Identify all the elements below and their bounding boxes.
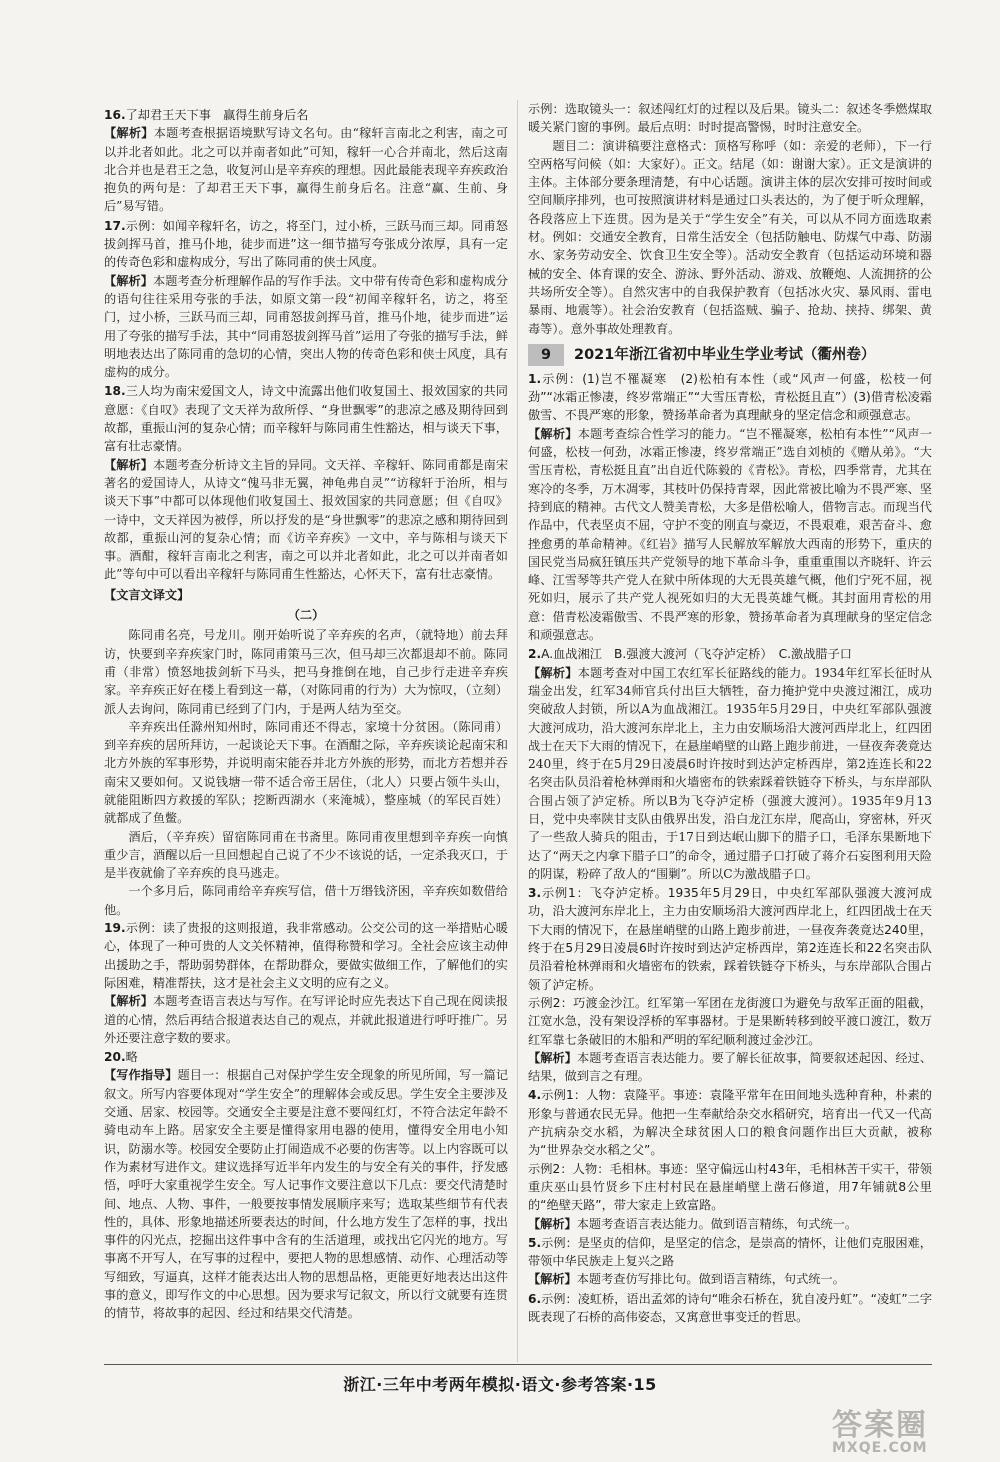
answer-text: 了却君王天下事 赢得生前身后名 (125, 108, 309, 122)
answer-text: 示例：如闻辛稼轩名，访之，将至门，过小桥，三跃马而三却。同甫怒拔剑挥马首，推马仆地，徒步而进”这一细节描写夸张成分浓厚，具有一定的传奇色彩和虚构成分，写出了陈同甫的侠士风度。 (104, 218, 508, 270)
analysis-tag: 【解析】 (104, 457, 153, 472)
analysis-text: 本题考查语言表达能力。做到语言精练，句式统一。 (576, 1216, 858, 1231)
translation-paragraph: 酒后，（辛弃疾）留宿陈同甫在书斋里。陈同甫夜里想到辛弃疾一向慎重少言，酒醒以后一旦回想起自己说了不少不该说的话，一定杀我灭口，于是半夜就偷了辛弃疾的良马逃走。 (104, 829, 508, 881)
column-divider (517, 100, 518, 1362)
question-number: 5. (528, 1235, 542, 1250)
answer-3 (528, 884, 932, 1085)
left-column (104, 106, 508, 1324)
analysis-text: 本题考查语言表达能力。要了解长征故事，简要叙述起因、经过、结果，做到言之有理。 (528, 1050, 933, 1084)
question-number: 3. (528, 886, 542, 901)
analysis-text: 本题考查分析理解作品的写作手法。文中带有传奇色彩和虚构成分的语句往往采用夸张的手法，如原文第一段“初闻辛稼轩名，访之，将至门，过小桥，三跃马而三却，同甫怒拔剑挥马首，推马仆地，徒步而进”运用了夸张的描写手法，其中“同甫怒拔剑挥马首”运用了夸张的描写手法，鲜明地表达出了陈同甫的急切的心情，突出人物的传奇色彩和侠士风度，具有虚构的成分。 (104, 273, 509, 380)
writing-guide-tag: 【写作指导】 (104, 1068, 178, 1083)
question-19 (104, 919, 508, 1047)
analysis-tag: 【解析】 (104, 273, 153, 288)
answer-2 (528, 645, 932, 883)
footer-rule (104, 1364, 932, 1365)
answer-6 (528, 1290, 932, 1327)
question-18 (104, 382, 508, 583)
answer-text: 示例：(1)岂不罹凝寒 (2)松柏有本性（或“风声一何盛，松枝一何劲”“冰霜正惨凄，终岁常端正”“大雪压青松，青松挺且直”）(3)借青松凌霜傲雪、不畏严寒的形象，赞扬革命者为真理献身的坚定信念和顽强意志。 (528, 371, 932, 423)
translation-paragraph: 辛弃疾出任滁州知州时，陈同甫还不得志，家境十分贫困。（陈同甫）到辛弃疾的居所拜访，一起谈论天下事。在酒酣之际，辛弃疾谈论起南宋和北方外族的军事形势，并说明南宋能吞并北方外族的形势，而北方若想并吞南宋又要如何。又说钱塘一带不适合帝王居住，（北人）只要占领牛头山，就能阻断四方救援的军队；挖断西湖水（来淹城），整座城（的军民百姓）就都成了鱼鳖。 (104, 719, 508, 826)
analysis-tag: 【解析】 (104, 994, 153, 1009)
translation-paragraph: 一个多月后，陈同甫给辛弃疾写信，借十万缗钱济困，辛弃疾如数借给他。 (104, 884, 508, 917)
analysis-text: 本题考查根据语境默写诗文名句。由“稼轩言南北之利害，南之可以并北者如此。北之可以并南者如此”可知，稼轩一心合并南北，然后这南北合并也是君王之急，收复河山是辛弃疾的理想。因此最能表现辛弃疾政治抱负的两句是：了却君王天下事，赢得生前身后名。注意“赢、生前、身后”易写错。 (104, 126, 509, 214)
answer-text: 示例2：巧渡金沙江。红军第一军团在龙街渡口为避免与敌军正面的阻截，江宽水急，没有架设浮桥的军事器材。于是果断转移到皎平渡口渡江，数万红军靠七条破旧的木船和严明的军纪顺利渡过金沙江。 (528, 995, 932, 1047)
analysis-text: 本题考查语言表达与写作。在写评论时应先表达下自己现在阅读报道的心情，然后再结合报道表达自己的观点，并就此报道进行呼吁推广。另外还要注意字数的要求。 (104, 994, 509, 1045)
answer-1 (528, 370, 932, 644)
analysis-tag: 【解析】 (528, 1216, 577, 1231)
continued-text: 示例：选取镜头一：叙述闯红灯的过程以及后果。镜头二：叙述冬季燃煤取暖关紧门窗的事例。最后点明：时时提高警惕，时时注意安全。 (528, 102, 932, 135)
question-number: 16. (104, 108, 126, 122)
answer-text: 略 (125, 1050, 138, 1065)
analysis-text: 本题考查仿写排比句。做到语言精练，句式统一。 (576, 1272, 845, 1287)
question-number: 1. (528, 371, 542, 386)
question-number: 17. (104, 218, 126, 233)
translation-subheading: （二） (287, 608, 325, 623)
answer-text: 示例1：人物：袁隆平。事迹：袁隆平常年在田间地头选种育种，朴素的形象与普通农民无异。他把一生奉献给杂交水稻研究，培育出一代又一代高产抗病杂交水稻，为解决全球贫困人口的粮食问题作出巨大贡献，被称为“世界杂交水稻之父”。 (528, 1088, 932, 1158)
section-title: 2021年浙江省初中毕业生学业考试（衢州卷） (574, 346, 876, 363)
analysis-text: 本题考查分析诗文主旨的异同。文天祥、辛稼轩、陈同甫都是南宋著名的爱国诗人，从诗文“傀马非无翼，神龟弗自灵”“访稼轩于治所，相与谈天下事”中都可以体现他们收复国土、报效国家的共同意愿；但《自叹》一诗中，文天祥因为被俘，所以抒发的是“身世飘零”的悲凉之感和期待回到故都，重振山河的复杂心情；而《访辛弃疾》一文中，辛与陈相与谈天下事。酒酣，稼轩言南北之利害，南之可以并北者如此，北之可以并南者如此”等句中可以看出辛稼轩与陈同甫生性豁达，心怀天下，富有壮志豪情。 (104, 457, 509, 582)
question-number: 18. (104, 384, 126, 399)
section-number: 9 (528, 344, 564, 366)
question-20 (104, 1048, 508, 1322)
watermark-domain: MXQE.COM (832, 1440, 928, 1456)
question-number: 6. (528, 1291, 542, 1306)
answer-text: 示例2：人物：毛相林。事迹：坚守偏远山村43年，毛相林苦干实干，带领重庆巫山县竹贤乡下庄村村民在悬崖峭壁上凿石修道，用7年铺就8公里的“绝壁天路”，带大家走上致富路。 (528, 1161, 932, 1213)
answer-4 (528, 1086, 932, 1232)
question-17 (104, 217, 508, 382)
question-number: 4. (528, 1088, 542, 1103)
answer-text: 三人均为南宋爱国文人，诗文中流露出他们收复国土、报效国家的共同意愿：《自叹》表现了文天祥为敌所俘、“身世飘零”的悲凉之感及期待回到故都，重振山河的复杂心情；而辛稼轩与陈同甫生性豁达，相与谈天下事，富有壮志豪情。 (104, 384, 508, 454)
answer-text: 示例：是坚贞的信仰，是坚定的信念，是崇高的情怀，让他们克服困难，带领中华民族走上复兴之路 (528, 1235, 932, 1269)
question-number: 19. (104, 921, 126, 936)
analysis-tag: 【解析】 (528, 426, 578, 441)
translation-paragraph: 陈同甫名亮，号龙川。刚开始听说了辛弃疾的名声，（就特地）前去拜访，快要到辛弃疾家门时，陈同甫策马三次，但马却三次都退却不前。陈同甫（非常）愤怒地拔剑斩下马头，把马身推倒在地，自己步行走进辛弃疾家。辛弃疾正好在楼上看到这一幕，（对陈同甫的行为）大为惊叹，（立刻）派人去询问，陈同甫已经到了门内，于是两人结为至交。 (104, 628, 508, 716)
analysis-tag: 【解析】 (104, 126, 154, 141)
answer-text: 示例1：飞夺泸定桥。1935年5月29日，中央红军部队强渡大渡河成功，沿大渡河东岸北上，主力由安顺场沿大渡河西岸北上，红四团战士在天下大雨的情况下，在悬崖峭壁的山路上跑步前进，一昼夜奔袭竟达240里，终于在5月29日凌晨6时许按时到达泸定桥西岸，第2连连长和22名突击队员沿着枪林弹雨和火墙密布的铁索，踩着铁链夺下桥头，与东岸部队合围占领了泸定桥。 (528, 886, 932, 992)
analysis-tag: 【解析】 (528, 1272, 577, 1287)
writing-guide-text: 题目一：根据自己对保护学生安全现象的所见所闻，写一篇记叙文。所写内容要体现对“学生安全”的理解体会或反思。学生安全主要涉及交通、居家、校园等。交通安全主要是注意不要闯红灯，不符合法定年龄不骑电动车上路。居家安全主要是懂得家用电器的使用，懂得安全用电小知识，防溺水等。校园安全要防止打闹造成不必要的伤害等。以上内容既可以作为素材写进作文。建议选择写近半年内发生的与安全有关的事件，抒发感悟，呼吁大家重视学生安全。写人记事作文要注意以下几点：要交代清楚时间、地点、人物、事件，一般要按事情发展顺序来写；选取某些细节有代表性的，具体、形象地描述所要表达的时间，什么地方发生了怎样的事，找出事件的闪光点，挖掘出这件事中含有的生活道理，或找出它闪光的地方。写事离不开写人，在写事的过程中，要把人物的思想感情、动作、心理活动等写细致，写逼真，这样才能表达出人物的思想品格，更能更好地表达出这件事的意义，即写作文的中心思想。因为要求写记叙文，所以行文就要有连贯的情节，将故事的起因、经过和结果交代清楚。 (104, 1068, 509, 1321)
answer-text: 示例：凌虹桥，语出孟郊的诗句“唯余石桥在，犹自凌丹虹”。“凌虹”二字既表现了石桥的高伟姿态，又寓意世事变迁的哲思。 (528, 1291, 933, 1324)
watermark-main: 答案圈 (832, 1408, 928, 1443)
page-footer: 浙江·三年中考两年模拟·语文·参考答案·15 (343, 1375, 657, 1394)
answer-5 (528, 1234, 932, 1289)
analysis-text: 本题考查对中国工农红军长征路线的能力。1934年红军长征时从瑞金出发，红军34师官兵付出巨大牺牲，奋力掩护党中央渡过湘江，成功突破敌人封锁，所以A为血战湘江。1935年5月29日，中央红军部队强渡大渡河成功，沿大渡河东岸北上，主力由安顺场沿大渡河西岸北上，红四团战士在天下大雨的情况下，在悬崖峭壁的山路上跑步前进，一昼夜奔袭竟达240里，终于在5月29日凌晨6时许按时到达泸定桥西岸，第2连连长和22名突击队员沿着枪林弹雨和火墙密布的铁索踩着铁链夺下桥头，与东岸部队合围占领了泸定桥。所以B为飞夺泸定桥（强渡大渡河）。1935年9月13日，党中央率陕甘支队由俄界出发，沿白龙江东岸，爬高山，穿密林，歼灭了一些敌人骑兵的阻击，于17日到达岷山脚下的腊子口，毛泽东果断地下达了“两天之内拿下腊子口”的命令，通过腊子口打破了蒋介石妄图利用天险的阴谋，粉碎了敌人的“围剿”。所以C为激战腊子口。 (528, 665, 932, 881)
exam-section-header (528, 344, 932, 366)
answer-text: 示例：读了贵报的这则报道，我非常感动。公交公司的这一举措贴心暖心，体现了一种可贵的人文关怀精神，值得称赞和学习。全社会应该主动伸出援助之手，帮助弱势群体，在帮助群众，要做实做细工作，了解他们的实际困难，精准帮扶，这才是社会主义文明的应有之义。 (104, 921, 508, 990)
right-column (528, 100, 932, 1327)
analysis-tag: 【解析】 (528, 665, 578, 680)
watermark-logo (832, 1400, 972, 1456)
translation-heading: 【文言文译文】 (104, 587, 190, 602)
analysis-tag: 【解析】 (528, 1050, 577, 1065)
question-number: 20. (104, 1050, 126, 1065)
analysis-text: 本题考查综合性学习的能力。“岂不罹凝寒，松柏有本性”“风声一何盛，松枝一何劲，冰霜正惨凄，终岁常端正”选自刘桢的《赠从弟》。“大雪压青松，青松挺且直”出自近代陈毅的《青松》。青松，四季常青，尤其在寒冷的冬季，万木凋零，其枝叶仍保持青翠，因此常被比喻为不畏严寒、坚持到底的精神。古代文人赞美青松，大多是借松喻人，借物言志。而现当代作品中，代表坚贞不屈，守护不变的刚直与豪迈，不畏艰难，艰苦奋斗、愈挫愈勇的革命精神。《红岩》描写人民解放军解放大西南的形势下，重庆的国民党当局疯狂镇压共产党领导的地下革命斗争，重重重围以齐晓轩、许云峰、江雪琴等共产党人在狱中所体现的大无畏英雄气概，他们宁死不屈，视死如归，展示了共产党人视死如归的大无畏英雄气概。其封面用青松的用意：借青松凌霜傲雪、不畏严寒的形象，赞扬革命者为真理献身的坚定信念和顽强意志。 (528, 426, 932, 643)
answer-text: A.血战湘江 B.强渡大渡河（飞夺泸定桥） C.激战腊子口 (541, 647, 852, 662)
topic-two-text: 题目二：演讲稿要注意格式：顶格写称呼（如：亲爱的老师），下一行空两格写问候（如：大家好）。正文。结尾（如：谢谢大家）。正文是演讲的主体。主体部分要条理清楚，有中心话题。演讲主体的层次安排可按时间或空间顺序排列，也可按照演讲材料是通过口头表达的，为了便于听众理解，各段落应上下连贯。因为是关于“学生安全”有关，可以从不同方面选取素材。例如：交通安全教育，日常生活安全（包括防触电、防煤气中毒、防溺水、家务劳动安全、饮食卫生安全等）。活动安全教育（包括运动环境和器械的安全、体育课的安全、游泳、野外活动、游戏、放鞭炮、人流拥挤的公共场所安全等）。自然灾害中的自我保护教育（包括冰火灾、暴风雨、雷电暴雨、地震等）。社会治安教育（包括盗贼、骗子、抢劫、挟持、绑架、黄毒等）。意外事故处理教育。 (528, 138, 932, 336)
question-number: 2. (528, 647, 542, 662)
question-16 (104, 106, 508, 216)
